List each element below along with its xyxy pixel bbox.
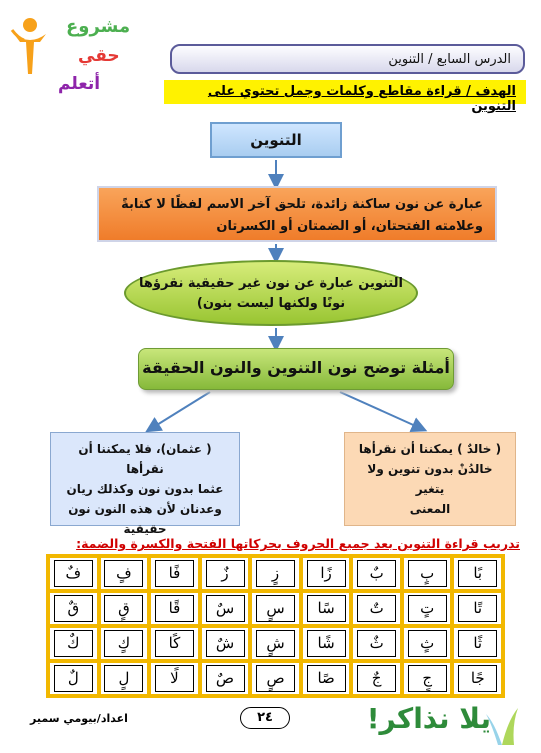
logo-text-right: حقي (78, 46, 120, 66)
tanween-letters-grid (46, 554, 505, 698)
tanween-title-box: التنوين (210, 122, 342, 158)
letter-cell: جٍ (408, 665, 447, 692)
letter-cell: لٍ (104, 665, 143, 692)
grid-cell (149, 556, 200, 591)
person-figure-icon (10, 16, 50, 76)
grid-row (48, 661, 503, 696)
letter-cell: زٍ (256, 560, 295, 587)
letter-cell: صٍ (256, 665, 295, 692)
grid-cell (351, 556, 402, 591)
grid-cell (149, 591, 200, 626)
letter-cell: لٌ (54, 665, 93, 692)
oval-line-1: التنوين عبارة عن نون غير حقيقية نقرؤها (139, 276, 403, 291)
grid-cell (452, 591, 503, 626)
grid-cell (48, 661, 99, 696)
letter-cell: زًا (307, 560, 346, 587)
grid-row (48, 591, 503, 626)
letter-cell: جٌ (357, 665, 396, 692)
example-right-line-3: المعنى (409, 502, 451, 516)
example-khaled-box (344, 432, 516, 526)
letter-cell: كًا (155, 630, 194, 657)
lesson-goal: الهدف / قراءة مقاطع وكلمات وجمل تحتوي على التنوين (164, 80, 526, 104)
grid-cell (250, 591, 301, 626)
grid-row (48, 626, 503, 661)
grid-cell (99, 626, 150, 661)
grid-cell (301, 661, 352, 696)
letter-cell: جًا (458, 665, 497, 692)
grid-cell (402, 591, 453, 626)
letter-cell: سًا (307, 595, 346, 622)
grid-cell (250, 626, 301, 661)
letter-cell: فًا (155, 560, 194, 587)
example-left-line-3: وعدنان لأن هذه النون نون (68, 502, 222, 516)
arrow-examples-to-right (340, 392, 420, 428)
letter-cell: لًا (155, 665, 194, 692)
grid-cell (351, 626, 402, 661)
letter-cell: صٌ (206, 665, 245, 692)
grid-cell (452, 661, 503, 696)
definition-line-1: عبارة عن نون ساكنة زائدة، تلحق آخر الاسم لفظًا لا كتابةً (121, 197, 483, 212)
footer-brand-text: يلا نذاكر! (366, 702, 491, 735)
letter-cell: سٍ (256, 595, 295, 622)
definition-box (97, 186, 497, 242)
author-credit: اعداد/بيومي سمير (30, 712, 128, 725)
lesson-title: الدرس السابع / التنوين (170, 44, 525, 74)
grid-cell (200, 626, 251, 661)
letter-cell: ثٌ (357, 630, 396, 657)
arrow-examples-to-left (152, 392, 210, 428)
letter-cell: شٌ (206, 630, 245, 657)
letter-cell: تًا (458, 595, 497, 622)
letter-cell: بٌ (357, 560, 396, 587)
letter-cell: زٌ (206, 560, 245, 587)
letter-cell: ثٍ (408, 630, 447, 657)
grid-cell (301, 626, 352, 661)
example-othman-box (50, 432, 240, 536)
grid-cell (402, 556, 453, 591)
training-title: تدريب قراءة التنوين بعد جميع الحروف بحركاتها الفتحة والكسرة والضمة: (76, 536, 520, 551)
note-oval (124, 260, 418, 326)
grid-cell (99, 556, 150, 591)
grid-cell (48, 556, 99, 591)
grid-cell (99, 661, 150, 696)
examples-title: أمثلة توضح نون التنوين والنون الحقيقة (138, 348, 454, 390)
letter-cell: قٌ (54, 595, 93, 622)
logo-text-learn: أتعلم (58, 74, 101, 94)
grid-cell (250, 556, 301, 591)
letter-cell: فٍ (104, 560, 143, 587)
grid-cell (301, 591, 352, 626)
grid-cell (149, 626, 200, 661)
grid-cell (351, 591, 402, 626)
grid-cell (351, 661, 402, 696)
project-logo (8, 8, 138, 108)
letter-cell: كٌ (54, 630, 93, 657)
grid-cell (200, 556, 251, 591)
letter-cell: فٌ (54, 560, 93, 587)
grid-cell (200, 591, 251, 626)
letter-cell: بٍ (408, 560, 447, 587)
grid-cell (149, 661, 200, 696)
grid-cell (402, 626, 453, 661)
grid-cell (402, 661, 453, 696)
letter-cell: شٍ (256, 630, 295, 657)
letter-cell: سٌ (206, 595, 245, 622)
letter-cell: صًا (307, 665, 346, 692)
letter-cell: قًا (155, 595, 194, 622)
grid-cell (48, 591, 99, 626)
example-left-line-1: ( عثمان)، فلا يمكننا أن نقرأها (78, 442, 212, 476)
grid-cell (452, 556, 503, 591)
definition-line-2: وعلامته الفتحتان، أو الضمتان أو الكسرتان (216, 219, 483, 234)
letter-cell: شًا (307, 630, 346, 657)
grid-cell (48, 626, 99, 661)
grid-cell (301, 556, 352, 591)
letter-cell: كٍ (104, 630, 143, 657)
grid-cell (200, 661, 251, 696)
letter-cell: تٌ (357, 595, 396, 622)
page-number: ٢٤ (240, 707, 290, 729)
grid-cell (99, 591, 150, 626)
example-right-line-2: خالدُنْ بدون تنوين ولا يتغير (367, 462, 493, 496)
letter-cell: قٍ (104, 595, 143, 622)
example-left-line-4: حقيقية (123, 522, 167, 536)
letter-cell: بًا (458, 560, 497, 587)
grid-cell (452, 626, 503, 661)
oval-line-2: نونًا ولكنها ليست بنون) (196, 296, 346, 311)
letter-cell: ثًا (458, 630, 497, 657)
example-left-line-2: عثما بدون نون وكذلك ريان (66, 482, 224, 496)
example-right-line-1: ( خالدٌ ) يمكننا أن نقرأها (358, 442, 502, 456)
grid-cell (250, 661, 301, 696)
logo-text-project: مشروع (66, 16, 131, 37)
grid-row (48, 556, 503, 591)
letter-cell: تٍ (408, 595, 447, 622)
